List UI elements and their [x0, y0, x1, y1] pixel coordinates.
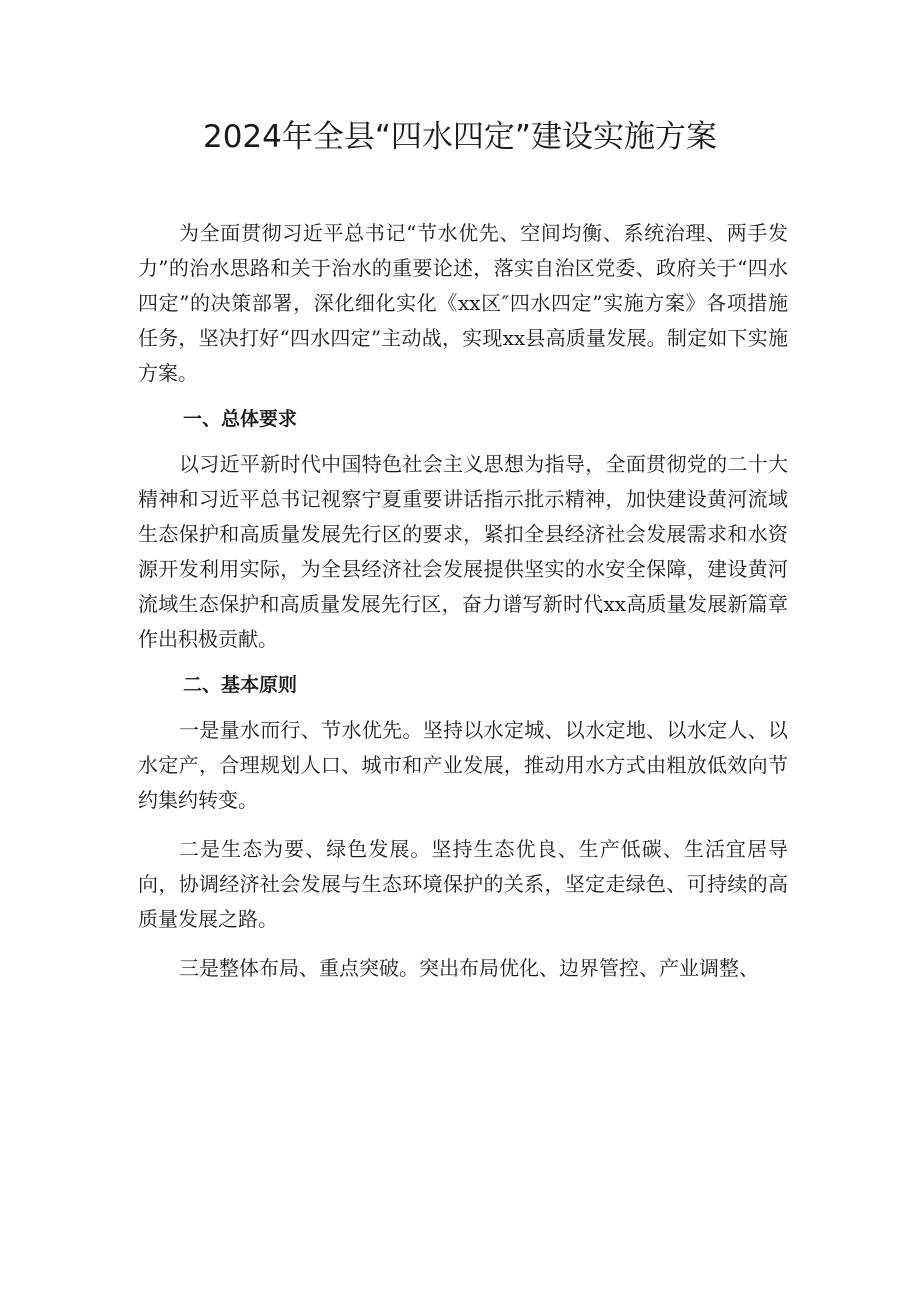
general-requirements-paragraph: 以习近平新时代中国特色社会主义思想为指导，全面贯彻党的二十大精神和习近平总书记视察宁夏重要讲话指示批示精神，加快建设黄河流域生态保护和高质量发展先行区的要求，紧扣全县经济社会发展需求和水资源开发利用实际，为全县经济社会发展提供坚实的水安全保障，建设黄河流域生态保护和高质量发展先行区，奋力谱写新时代xx高质量发展新篇章作出积极贡献。: [138, 452, 788, 651]
intro-paragraph: 为全面贯彻习近平总书记“节水优先、空间均衡、系统治理、两手发力”的治水思路和关于治水的重要论述，落实自治区党委、政府关于“四水四定”的决策部署，深化细化实化《xx区″四水四定”实施方案》各项措施任务，坚决打好“四水四定”主动战，实现xx县高质量发展。制定如下实施方案。: [138, 221, 788, 385]
section-heading-general-requirements: 一、总体要求: [183, 408, 298, 430]
document-title: 2024年全县“四水四定”建设实施方案: [202, 119, 717, 155]
principle-paragraph-3: 三是整体布局、重点突破。突出布局优化、边界管控、产业调整、: [179, 956, 759, 980]
document-body: [138, 216, 788, 994]
principle-paragraph-1: 一是量水而行、节水优先。坚持以水定城、以水定地、以水定人、以水定产，合理规划人口、城市和产业发展，推动用水方式由粗放低效向节约集约转变。: [138, 718, 788, 812]
section-heading-basic-principles: 二、基本原则: [183, 674, 298, 696]
principle-paragraph-2: 二是生态为要、绿色发展。坚持生态优良、生产低碳、生活宜居导向，协调经济社会发展与生态环境保护的关系，坚定走绿色、可持续的高质量发展之路。: [138, 837, 788, 931]
